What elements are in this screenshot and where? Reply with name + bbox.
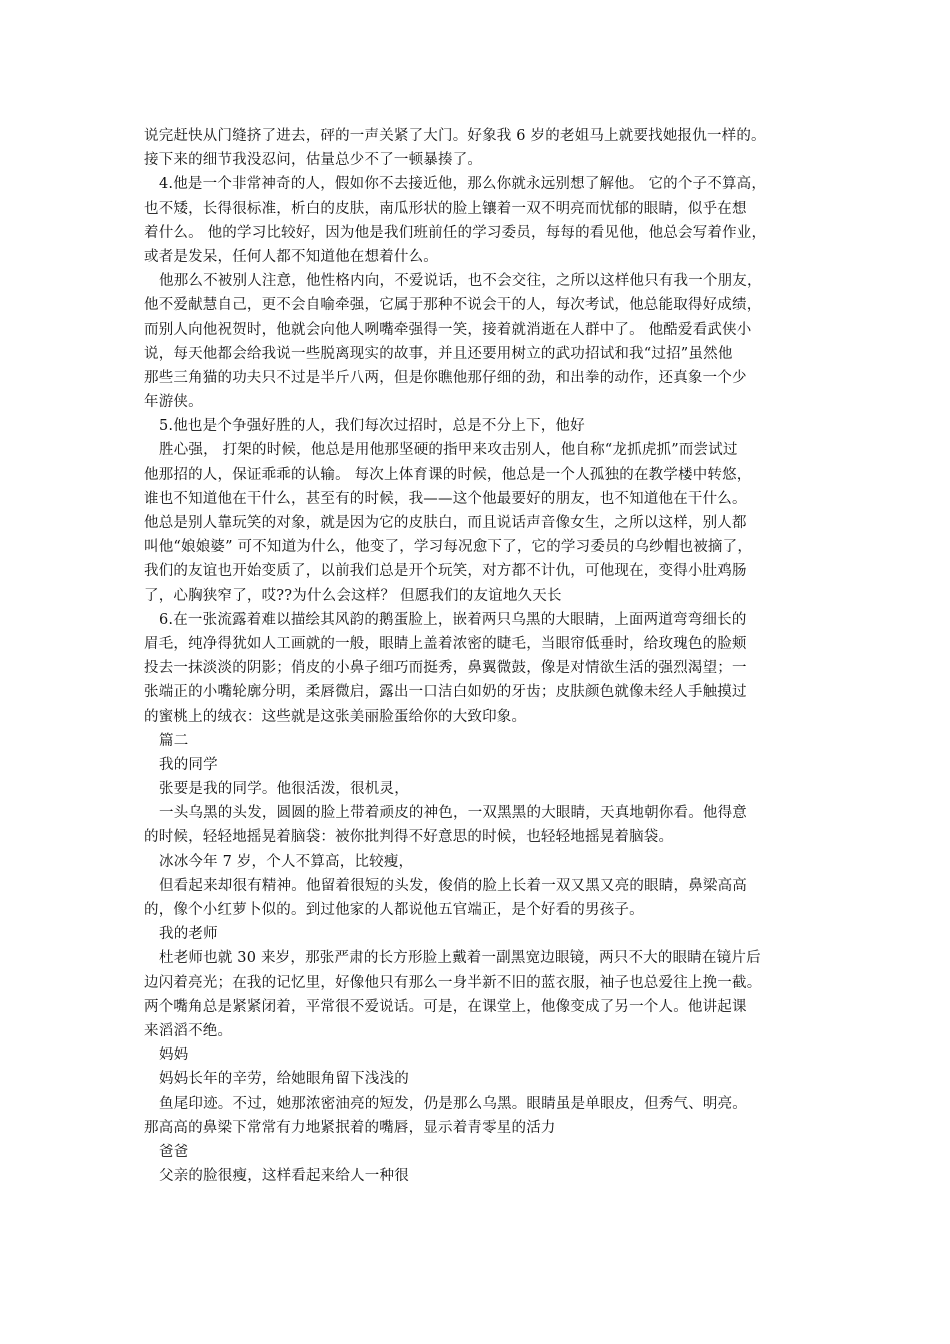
text-line: 妈妈长年的辛劳，给她眼角留下浅浅的 <box>159 1071 409 1088</box>
text-line: 张要是我的同学。他很活泼，很机灵， <box>159 781 409 798</box>
text-line: 的，像个小红萝卜似的。到过他家的人都说他五官端正，是个好看的男孩子。 <box>144 902 644 918</box>
text-line: 两个嘴角总是紧紧闭着，平常很不爱说话。可是，在课堂上，他像变成了另一个人。他讲起课 <box>144 998 747 1015</box>
text-line: 叫他“娘娘婆” 可不知道为什么，他变了，学习每况愈下了，它的学习委员的乌纱帽也被摘了， <box>144 539 753 556</box>
text-line: 那些三角猫的功夫只不过是半斤八两，但是你瞧他那仔细的劲，和出拳的动作，还真象一个少 <box>144 369 747 386</box>
text-line: 那高高的鼻梁下常常有力地紧抿着的嘴唇，显示着青零星的活力 <box>144 1119 556 1136</box>
section-heading: 篇二 <box>159 732 189 749</box>
text-line: 的时候，轻轻地摇晃着脑袋：被你批判得不好意思的时候，也轻轻地摇晃着脑袋。 <box>144 829 674 846</box>
text-line: 了，心胸狭窄了，哎??为什么会这样？ 但愿我们的友谊地久天长 <box>144 587 562 604</box>
text-line: 他不爱献慧自己，更不会自喻牵强，它属于那种不说会干的人，每次考试，他总能取得好成绩， <box>144 297 762 314</box>
text-line: 投去一抹淡淡的阴影；俏皮的小鼻子细巧而挺秀，鼻翼微鼓，像是对情欲生活的强烈渴望；一 <box>144 660 747 677</box>
text-line: 4.他是一个非常神奇的人，假如你不去接近他，那么你就永远别想了解他。 它的个子不算高， <box>159 176 767 193</box>
text-line: 杜老师也就 30 来岁，那张严肃的长方形脸上戴着一副黑宽边眼镜，两只不大的眼睛在镜片后 <box>159 950 761 967</box>
text-line: 的蜜桃上的绒衣：这些就是这张美丽脸蛋给你的大致印象。 <box>144 708 527 725</box>
text-line: 但看起来却很有精神。他留着很短的头发，俊俏的脸上长着一双又黑又亮的眼睛，鼻梁高高 <box>159 877 747 894</box>
text-line: 5.他也是个争强好胜的人，我们每次过招时，总是不分上下，他好 <box>159 418 585 435</box>
text-line: 而别人向他祝贺时，他就会向他人咧嘴牵强得一笑，接着就消逝在人群中了。 他酷爱看武侠小 <box>144 321 752 338</box>
text-line: 来滔滔不绝。 <box>144 1022 233 1039</box>
text-line: 鱼尾印迹。不过，她那浓密油亮的短发，仍是那么乌黑。眼睛虽是单眼皮，但秀气、明亮。 <box>159 1095 747 1112</box>
subheading: 我的老师 <box>159 926 218 943</box>
text-line: 他那么不被别人注意，他性格内向，不爱说话，也不会交往，之所以这样他只有我一个朋友， <box>159 273 762 290</box>
subheading: 爸爸 <box>159 1143 189 1160</box>
text-line: 冰冰今年 7 岁，个人不算高，比较瘦， <box>159 853 414 870</box>
text-line: 他那招的人，保证乖乖的认输。 每次上体育课的时候，他总是一个人孤独的在教学楼中转悠， <box>144 466 752 483</box>
text-line: 谁也不知道他在干什么，甚至有的时候，我——这个他最要好的朋友，也不知道他在干什么。 <box>144 490 747 507</box>
text-line: 眉毛，纯净得犹如人工画就的一般，眼睛上盖着浓密的睫毛，当眼帘低垂时，给玫瑰色的脸颊 <box>144 635 747 652</box>
text-line: 我们的友谊也开始变质了，以前我们总是开个玩笑，对方都不计仇，可他现在，变得小肚鸡肠 <box>144 563 747 580</box>
text-line: 张端正的小嘴轮廓分明，柔唇微启，露出一口洁白如奶的牙齿；皮肤颜色就像未经人手触摸过 <box>144 684 747 701</box>
document-page <box>144 124 816 1188</box>
text-line: 说完赶快从门缝挤了进去，砰的一声关紧了大门。好象我 6 岁的老姐马上就要找她报仇一样的。 <box>144 128 766 144</box>
text-line: 或者是发呆，任何人都不知道他在想着什么。 <box>144 248 438 265</box>
text-line: 一头乌黑的头发，圆圆的脸上带着顽皮的神色，一双黑黑的大眼睛，天真地朝你看。他得意 <box>159 805 747 822</box>
text-line: 父亲的脸很瘦，这样看起来给人一种很 <box>159 1168 409 1185</box>
text-line: 胜心强， 打架的时候，他总是用他那坚硬的指甲来攻击别人，他自称“龙抓虎抓”而尝试过 <box>159 442 738 459</box>
subheading: 我的同学 <box>159 756 218 773</box>
text-line: 他总是别人靠玩笑的对象，就是因为它的皮肤白，而且说话声音像女生，之所以这样，别人都 <box>144 515 747 531</box>
text-line: 也不矮，长得很标准，析白的皮肤，南瓜形状的脸上镶着一双不明亮而忧郁的眼睛，似乎在想 <box>144 200 747 217</box>
text-line: 说，每天他都会给我说一些脱离现实的故事，并且还要用树立的武功招试和我“过招”虽然他 <box>144 345 733 362</box>
subheading: 妈妈 <box>159 1047 189 1064</box>
text-line: 接下来的细节我没忍问，估量总少不了一顿暴揍了。 <box>144 152 483 169</box>
text-line: 年游侠。 <box>144 394 203 411</box>
text-line: 边闪着亮光；在我的记忆里，好像他只有那么一身半新不旧的蓝衣服，袖子也总爱往上挽一截。 <box>144 974 762 991</box>
text-line: 6.在一张流露着难以描绘其风韵的鹅蛋脸上，嵌着两只乌黑的大眼睛，上面两道弯弯细长的 <box>159 611 747 628</box>
text-line: 着什么。 他的学习比较好，因为他是我们班前任的学习委员，每每的看见他，他总会写着作业， <box>144 224 767 241</box>
